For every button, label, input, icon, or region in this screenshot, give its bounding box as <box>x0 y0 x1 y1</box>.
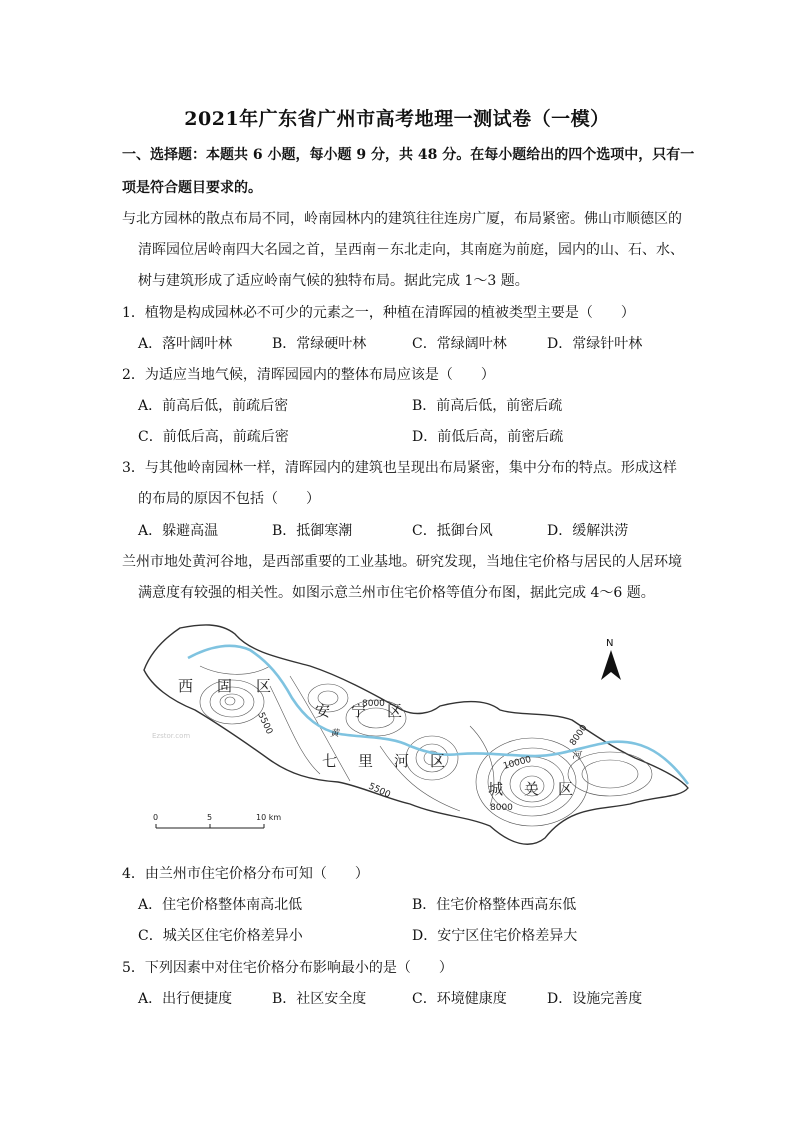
q2-option-d: D．前低后高，前密后疏 <box>412 429 564 445</box>
q1-option-d: D．常绿针叶林 <box>547 336 643 352</box>
passage2-line-2: 满意度有较强的相关性。如图示意兰州市住宅价格等值分布图，据此完成 4～6 题。 <box>138 585 655 601</box>
passage1-line-2: 清晖园位居岭南四大名园之首，呈西南－东北走向，其南庭为前庭，园内的山、石、水、 <box>138 242 684 258</box>
q1-option-a: A．落叶阔叶林 <box>138 336 233 352</box>
q4-option-d: D．安宁区住宅价格差异大 <box>412 928 578 944</box>
watermark: Ezstor.com <box>152 732 191 740</box>
page-title: 2021年广东省广州市高考地理一测试卷（一模） <box>184 108 610 130</box>
scale-label-0: 0 <box>153 813 159 822</box>
district-anning-1: 安 <box>315 702 331 720</box>
district-chengguan-3: 区 <box>558 780 574 798</box>
district-xigu-2: 固 <box>217 677 233 695</box>
scale-label-10km: 10 km <box>256 813 282 822</box>
district-qilihe-1: 七 <box>322 752 338 770</box>
north-arrow-icon <box>601 638 621 680</box>
map-svg <box>140 606 700 856</box>
q5-stem: 5．下列因素中对住宅价格分布影响最小的是（ ） <box>122 960 453 976</box>
scale-bar <box>153 813 281 828</box>
district-qilihe-2: 里 <box>358 752 374 770</box>
q2-option-b: B．前高后低，前密后疏 <box>412 398 563 414</box>
district-chengguan-1: 城 <box>488 780 504 798</box>
contour-label-8000-anning: 8000 <box>362 699 385 709</box>
city-boundary <box>144 625 688 844</box>
district-anning-2: 宁 <box>351 702 367 720</box>
lanzhou-price-map <box>140 606 700 856</box>
q3-option-d: D．缓解洪涝 <box>547 523 629 539</box>
district-qilihe-3: 河 <box>394 752 410 770</box>
q3-option-b: B．抵御寒潮 <box>272 523 353 539</box>
q1-option-b: B．常绿硬叶林 <box>272 336 367 352</box>
contour-label-8000-east: 8000 <box>568 723 590 748</box>
q2-stem: 2．为适应当地气候，清晖园园内的整体布局应该是（ ） <box>122 367 495 383</box>
district-anning-3: 区 <box>387 702 403 720</box>
passage1-line-1: 与北方园林的散点布局不同，岭南园林内的建筑往往连房广厦，布局紧密。佛山市顺德区的 <box>122 211 682 227</box>
q2-option-a: A．前高后低，前疏后密 <box>138 398 289 414</box>
river-label-1: 黄 <box>330 729 340 739</box>
q2-option-c: C．前低后高，前疏后密 <box>138 429 289 445</box>
district-xigu-1: 西 <box>178 677 194 695</box>
district-xigu-3: 区 <box>256 677 272 695</box>
q1-option-c: C．常绿阔叶林 <box>412 336 507 352</box>
scale-label-5: 5 <box>207 813 213 822</box>
contour-label-5500-qilihe: 5500 <box>366 781 392 801</box>
contour-label-10000: 10000 <box>502 754 533 772</box>
passage1-line-3: 树与建筑形成了适应岭南气候的独特布局。据此完成 1～3 题。 <box>138 273 529 289</box>
q5-option-d: D．设施完善度 <box>547 991 643 1007</box>
q1-stem: 1．植物是构成园林必不可少的元素之一，种植在清晖园的植被类型主要是（ ） <box>122 305 635 321</box>
q3-option-a: A．躲避高温 <box>138 523 219 539</box>
passage2-line-1: 兰州市地处黄河谷地，是西部重要的工业基地。研究发现，当地住宅价格与居民的人居环境 <box>122 554 682 570</box>
section-heading-line-2: 项是符合题目要求的。 <box>122 180 262 196</box>
q3-stem-line-2: 的布局的原因不包括（ ） <box>138 491 320 507</box>
district-chengguan-2: 关 <box>524 780 540 798</box>
q4-stem: 4．由兰州市住宅价格分布可知（ ） <box>122 866 369 882</box>
q4-option-b: B．住宅价格整体西高东低 <box>412 897 577 913</box>
q4-option-a: A．住宅价格整体南高北低 <box>138 897 303 913</box>
q3-stem-line-1: 3．与其他岭南园林一样，清晖园内的建筑也呈现出布局紧密，集中分布的特点。形成这样 <box>122 460 677 476</box>
contour-label-8000-south: 8000 <box>490 803 513 813</box>
contour-label-5500-west: 5500 <box>255 711 275 737</box>
q5-option-a: A．出行便捷度 <box>138 991 233 1007</box>
q4-option-c: C．城关区住宅价格差异小 <box>138 928 303 944</box>
q5-option-c: C．环境健康度 <box>412 991 507 1007</box>
district-qilihe-4: 区 <box>430 752 446 770</box>
north-label: N <box>606 638 614 649</box>
q3-option-c: C．抵御台风 <box>412 523 493 539</box>
q5-option-b: B．社区安全度 <box>272 991 367 1007</box>
section-heading-line-1: 一、选择题：本题共 6 小题，每小题 9 分，共 48 分。在每小题给出的四个选项中，只有一 <box>122 147 695 163</box>
river-label-2: 河 <box>572 751 582 761</box>
